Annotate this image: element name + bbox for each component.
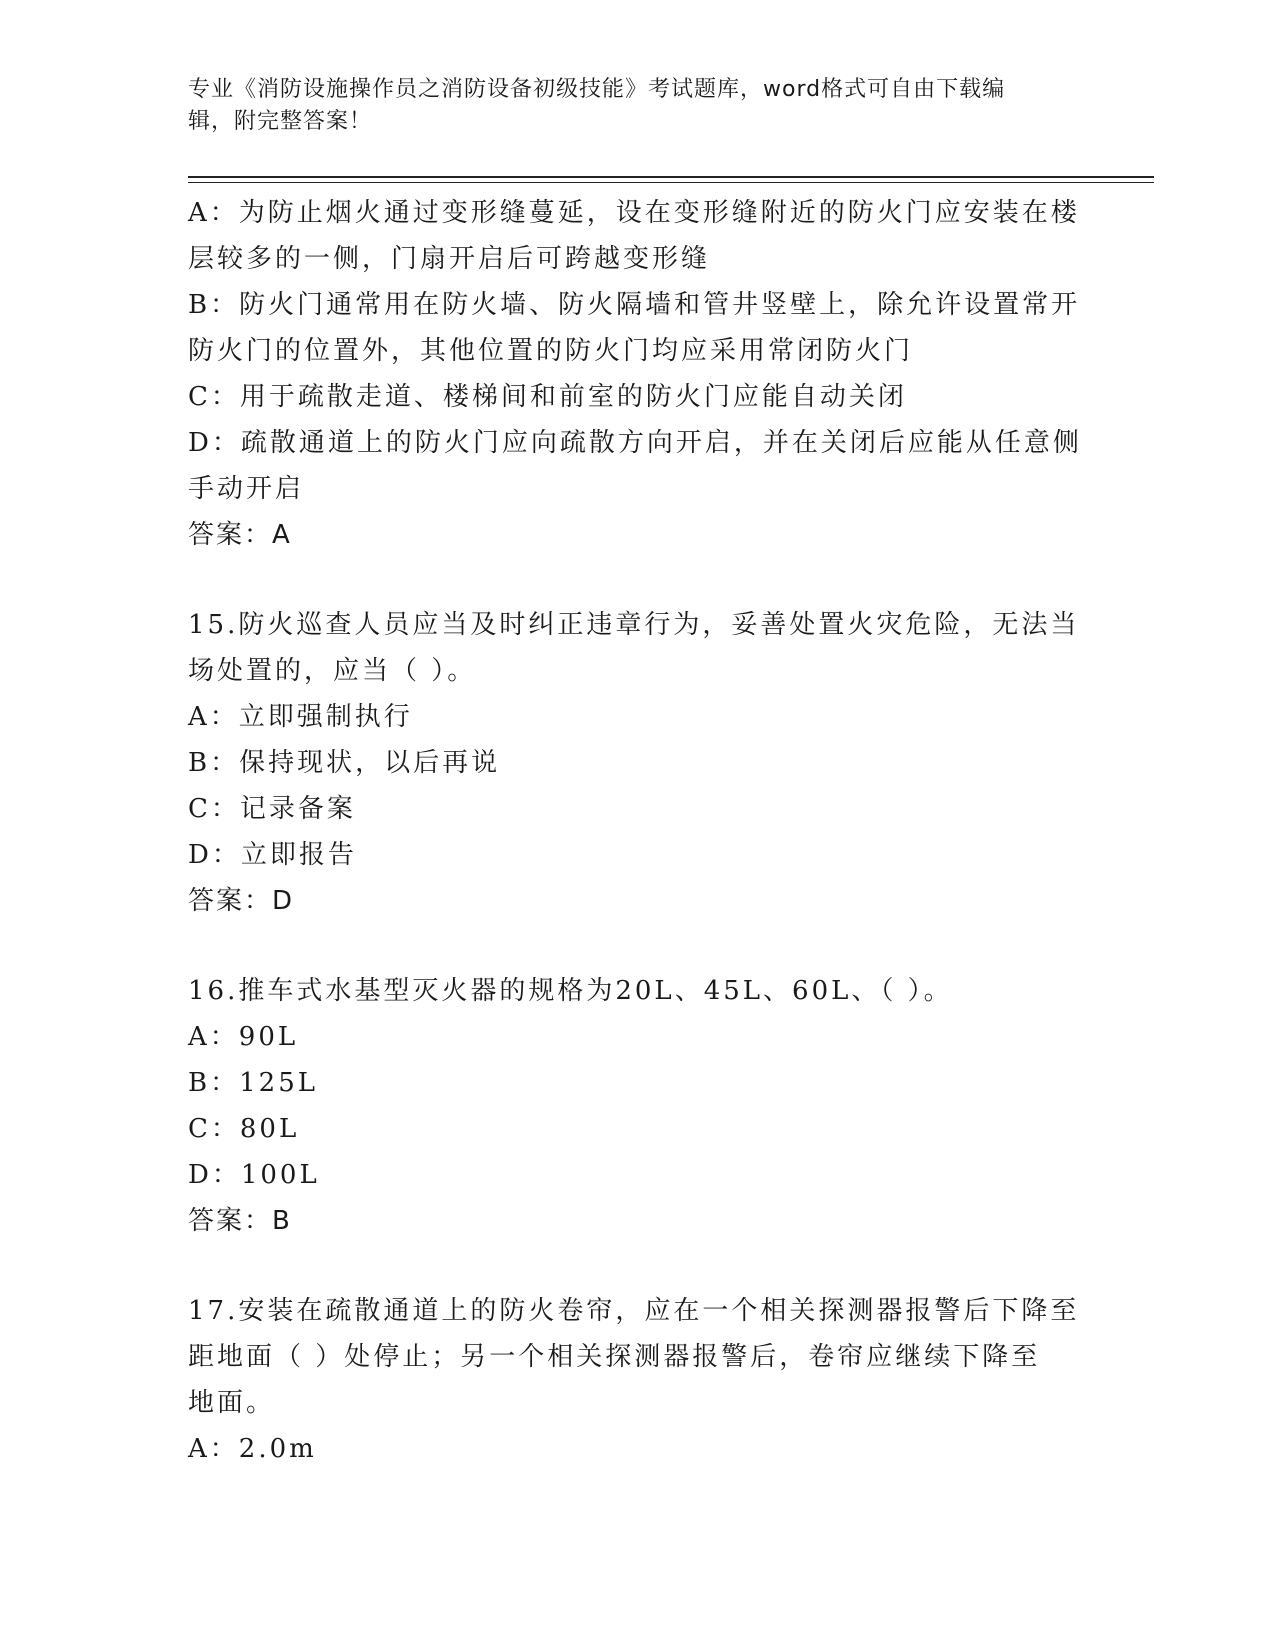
question-text-line: 15.防火巡查人员应当及时纠正违章行为，妥善处置火灾危险，无法当 (188, 610, 1080, 640)
question-text-line: 17.安装在疏散通道上的防火卷帘，应在一个相关探测器报警后下降至 (188, 1296, 1080, 1326)
header-line: 辑，附完整答案！ (188, 109, 373, 134)
option-b-line: 防火门的位置外，其他位置的防火门均应采用常闭防火门 (188, 336, 914, 366)
option-b-line: B：125L (188, 1068, 318, 1098)
option-a-line: A：2.0m (188, 1434, 317, 1464)
document-header (188, 74, 1068, 138)
header-divider-thin (188, 182, 1154, 183)
option-d-line: 手动开启 (188, 474, 305, 504)
option-b-line: B：保持现状，以后再说 (188, 748, 501, 778)
option-b-line: B：防火门通常用在防火墙、防火隔墙和管井竖壁上，除允许设置常开 (188, 290, 1081, 320)
question-17 (188, 1288, 1088, 1472)
option-a-line: A：立即强制执行 (188, 702, 413, 732)
answer-line: 答案：B (188, 1206, 292, 1236)
option-d-line: D：立即报告 (188, 840, 357, 870)
option-c-line: C：80L (188, 1114, 300, 1144)
option-a-line: A：为防止烟火通过变形缝蔓延，设在变形缝附近的防火门应安装在楼 (188, 198, 1080, 228)
option-c-line: C：用于疏散走道、楼梯间和前室的防火门应能自动关闭 (188, 382, 907, 412)
question-16 (188, 968, 1088, 1244)
header-line: 专业《消防设施操作员之消防设备初级技能》考试题库，word格式可自由下载编 (188, 77, 1006, 102)
question-list (188, 190, 1088, 1472)
option-a-line: 层较多的一侧，门扇开启后可跨越变形缝 (188, 244, 711, 274)
question-14-options (188, 190, 1088, 558)
question-text-line: 场处置的，应当（ ）。 (188, 656, 477, 686)
header-divider-thick (188, 176, 1154, 178)
option-d-line: D：100L (188, 1160, 320, 1190)
question-text-line: 16.推车式水基型灭火器的规格为20L、45L、60L、（ ）。 (188, 976, 953, 1006)
answer-line: 答案：D (188, 886, 295, 916)
question-text-line: 地面。 (188, 1388, 276, 1418)
option-c-line: C：记录备案 (188, 794, 356, 824)
answer-line: 答案：A (188, 520, 292, 550)
question-15 (188, 602, 1088, 924)
option-d-line: D：疏散通道上的防火门应向疏散方向开启，并在关闭后应能从任意侧 (188, 428, 1082, 458)
question-text-line: 距地面（ ）处停止；另一个相关探测器报警后，卷帘应继续下降至 (188, 1342, 1041, 1372)
option-a-line: A：90L (188, 1022, 299, 1052)
